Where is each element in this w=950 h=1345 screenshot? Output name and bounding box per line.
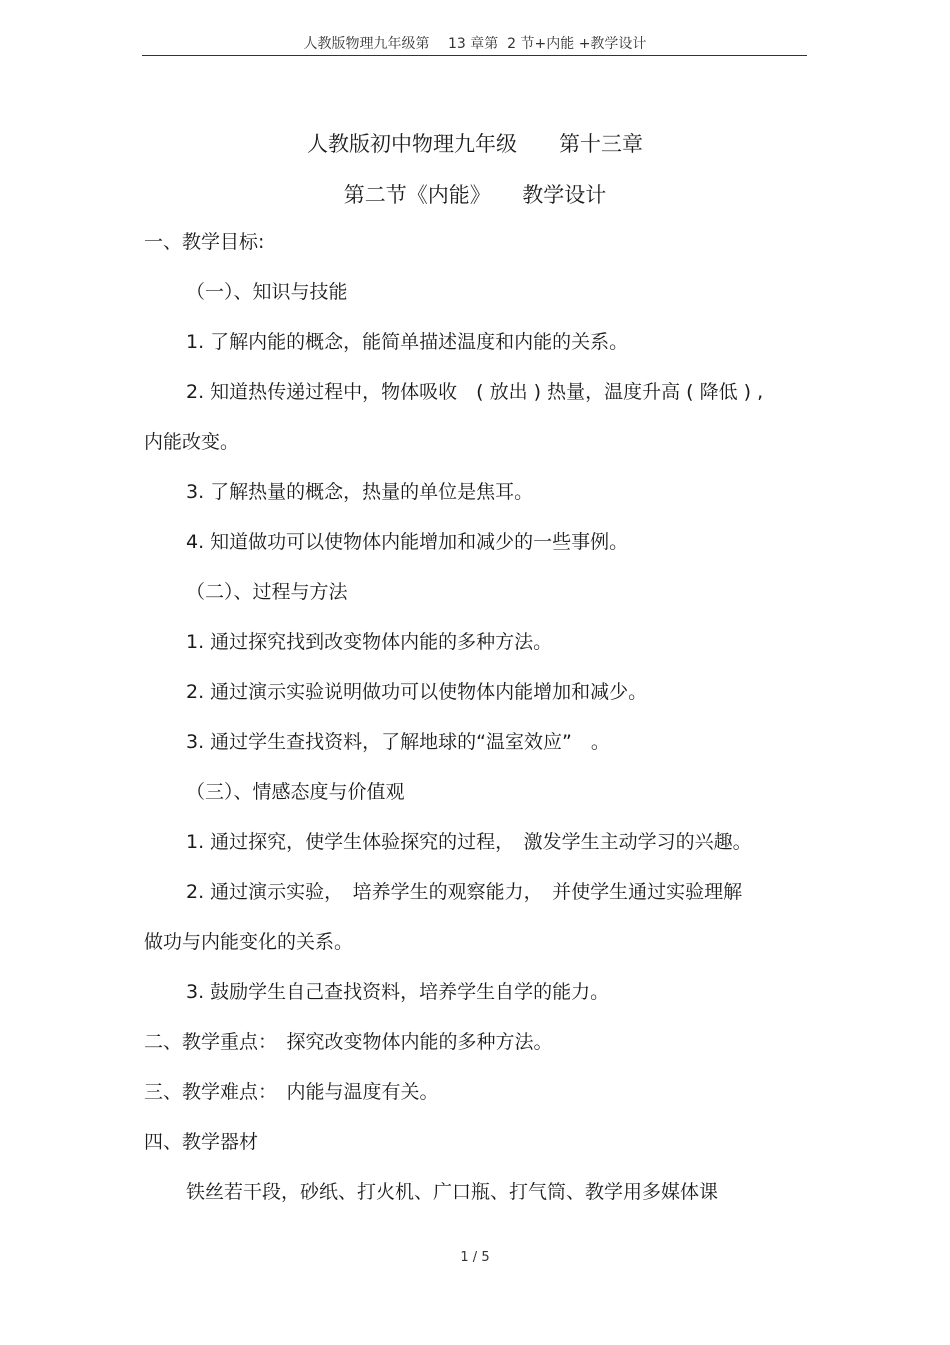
section-1-heading: 一、教学目标: [144, 231, 265, 253]
section-4-heading: 四、教学器材 [144, 1131, 259, 1153]
page-number: 1 / 5 [460, 1250, 490, 1265]
paragraph-item: 1. 通过探究找到改变物体内能的多种方法。 [186, 631, 553, 653]
section-2-key-points: 二、教学重点： 探究改变物体内能的多种方法。 [144, 1031, 553, 1053]
paragraph-item: 2. 通过演示实验， 培养学生的观察能力， 并使学生通过实验理解 [186, 881, 743, 903]
paragraph-item: 1. 了解内能的概念，能简单描述温度和内能的关系。 [186, 331, 629, 353]
equipment-list: 铁丝若干段，砂纸、打火机、广口瓶、打气筒、教学用多媒体课 [186, 1181, 719, 1203]
document-title-line2: 第二节《内能》 教学设计 [343, 183, 607, 207]
section-3-difficulties: 三、教学难点： 内能与温度有关。 [144, 1081, 439, 1103]
page-header: 人教版物理九年级第 13 章第 2 节+内能 +教学设计 [303, 36, 647, 52]
paragraph-item: 3. 通过学生查找资料，了解地球的“温室效应” 。 [186, 731, 610, 753]
paragraph-item: 1. 通过探究，使学生体验探究的过程， 激发学生主动学习的兴趣。 [186, 831, 752, 853]
paragraph-item: 3. 鼓励学生自己查找资料，培养学生自学的能力。 [186, 981, 610, 1003]
paragraph-item: 2. 知道热传递过程中，物体吸收 ( 放出 ) 热量，温度升高 ( 降低 ) , [186, 381, 764, 403]
header-rule [142, 55, 807, 56]
paragraph-continuation: 内能改变。 [144, 431, 240, 453]
paragraph-item: 4. 知道做功可以使物体内能增加和减少的一些事例。 [186, 531, 629, 553]
subsection-3-heading: （三）、情感态度与价值观 [186, 781, 405, 803]
subsection-1-heading: （一）、知识与技能 [186, 281, 348, 303]
paragraph-continuation: 做功与内能变化的关系。 [144, 931, 354, 953]
paragraph-item: 2. 通过演示实验说明做功可以使物体内能增加和减少。 [186, 681, 648, 703]
paragraph-item: 3. 了解热量的概念，热量的单位是焦耳。 [186, 481, 534, 503]
document-title-line1: 人教版初中物理九年级 第十三章 [307, 132, 643, 156]
subsection-2-heading: （二）、过程与方法 [186, 581, 348, 603]
